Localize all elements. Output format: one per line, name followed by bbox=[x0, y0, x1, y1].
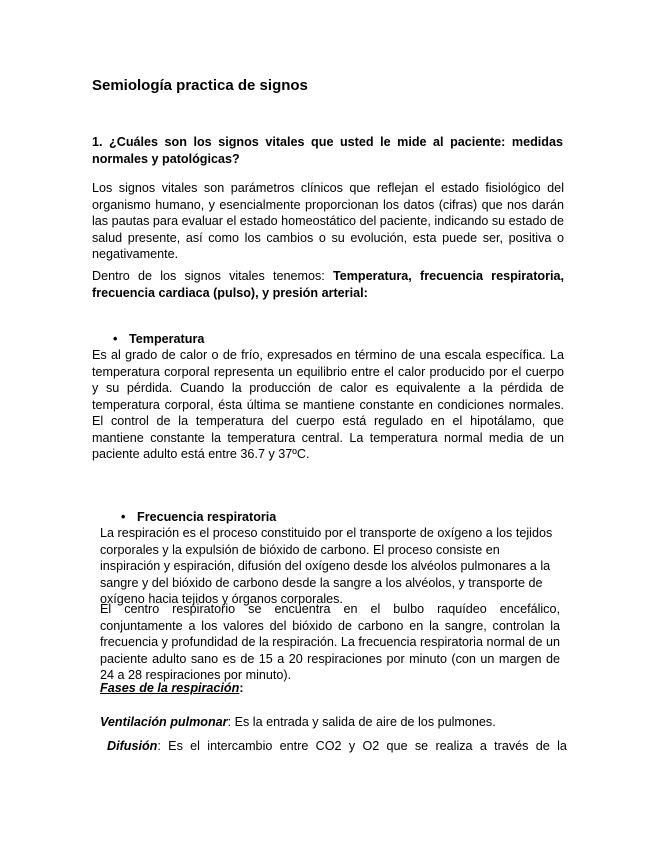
ventilacion-term: Ventilación pulmonar bbox=[100, 715, 228, 729]
respiratoria-heading: Frecuencia respiratoria bbox=[137, 510, 277, 524]
signs-list: Temperatura, frecuencia respiratoria, frecuencia cardiaca (pulso), y presión arterial: bbox=[92, 269, 564, 300]
difusion-text: : Es el intercambio entre CO2 y O2 que se realiza a través de la bbox=[157, 739, 567, 753]
ventilacion-line bbox=[100, 714, 496, 731]
temperatura-heading: Temperatura bbox=[129, 332, 205, 346]
intro-paragraph: Los signos vitales son parámetros clínicos que reflejan el estado fisiológico del organismo humano, y esencialmente proporcionan los datos (cifras) que nos darán las pautas para evaluar el estado homeostático del paciente, indicando su estado de salud presente, así como los cambios o su evolución, esta puede ser, positiva o negativamente. bbox=[92, 181, 564, 261]
question-heading: 1. ¿Cuáles son los signos vitales que usted le mide al paciente: medidas normales y patológicas? bbox=[92, 135, 563, 166]
signs-prefix: Dentro de los signos vitales tenemos: bbox=[92, 269, 333, 283]
document-title: Semiología practica de signos bbox=[92, 77, 308, 94]
respiratoria-paragraph-1: La respiración es el proceso constituido por el transporte de oxígeno a los tejidos corporales y la expulsión de bióxido de carbono. El proceso consiste en inspiración y espiración, difusión del oxígeno desde los alvéolos pulmonares a la sangre y del bióxido de carbono desde la sangre a los alvéolos, y transporte de oxígeno hacia tejidos y órganos corporales. bbox=[100, 526, 553, 606]
fases-colon: : bbox=[239, 681, 244, 695]
fases-label: Fases de la respiración bbox=[100, 681, 240, 695]
bullet-dot-icon: • bbox=[113, 332, 118, 346]
bullet-dot-icon: • bbox=[121, 510, 126, 524]
ventilacion-text: : Es la entrada y salida de aire de los pulmones. bbox=[227, 715, 496, 729]
bullet-frecuencia-respiratoria bbox=[121, 509, 276, 526]
difusion-term: Difusión bbox=[107, 739, 158, 753]
bullet-temperatura bbox=[113, 331, 204, 348]
difusion-line bbox=[107, 738, 567, 755]
temperatura-paragraph: Es al grado de calor o de frío, expresados en término de una escala específica. La temperatura corporal representa un equilibrio entre el calor producido por el cuerpo y su pérdida. Cuando la producción de calor es equivalente a la pérdida de temperatura corporal, ésta última se mantiene constante en condiciones normales. El control de la temperatura del cuerpo está regulado en el hipotálamo, que mantiene constante la temperatura central. La temperatura normal media de un paciente adulto está entre 36.7 y 37ºC. bbox=[92, 348, 564, 461]
fases-heading bbox=[100, 680, 244, 697]
respiratoria-paragraph-2: El centro respiratorio se encuentra en el bulbo raquídeo encefálico, conjuntamente a los valores del bióxido de carbono en la sangre, controlan la frecuencia y profundidad de la respiración. La frecuencia respiratoria normal de un paciente adulto sano es de 15 a 20 respiraciones por minuto (con un margen de 24 a 28 respiraciones por minuto). bbox=[100, 602, 560, 682]
signs-paragraph bbox=[92, 268, 564, 301]
